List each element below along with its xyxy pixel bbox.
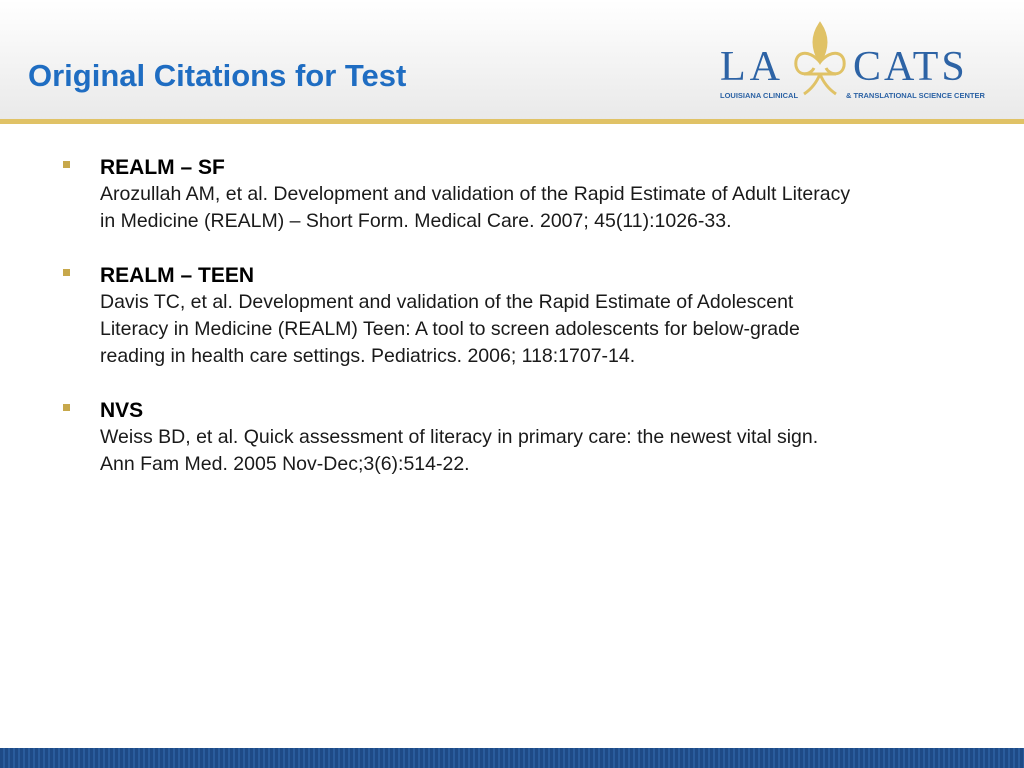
citation-heading: NVS [100,399,144,422]
footer-bar [0,748,1024,768]
citation-line: Davis TC, et al. Development and validation of the Rapid Estimate of Adolescent [100,291,794,313]
citation-list [60,154,990,505]
slide-title: Original Citations for Test [28,58,407,93]
logo-right-text: CATS [853,44,968,90]
logo-tagline-right: & TRANSLATIONAL SCIENCE CENTER [846,91,985,100]
citation-line: Literacy in Medicine (REALM) Teen: A tool to screen adolescents for below-grade [100,318,800,340]
logo-left-text: LA [720,44,784,90]
citation-item-nvs [60,397,990,478]
citation-line: reading in health care settings. Pediatrics. 2006; 118:1707-14. [100,345,636,367]
citation-line: Weiss BD, et al. Quick assessment of literacy in primary care: the newest vital sign. [100,426,819,448]
citation-line: Arozullah AM, et al. Development and validation of the Rapid Estimate of Adult Literacy [100,183,851,205]
square-bullet-icon [63,269,70,276]
slide-header [0,0,1024,120]
citation-heading: REALM – SF [100,156,225,179]
citation-item-realm-sf [60,154,990,235]
citation-heading: REALM – TEEN [100,264,255,287]
logo-tagline-left: LOUISIANA CLINICAL [720,91,799,100]
logo-graphic [716,18,1000,108]
header-divider [0,119,1024,124]
citation-item-realm-teen [60,262,990,370]
citation-line: Ann Fam Med. 2005 Nov-Dec;3(6):514-22. [100,453,470,475]
fleur-de-lis-icon [796,24,844,94]
la-cats-logo [716,18,1000,108]
square-bullet-icon [63,161,70,168]
citation-line: in Medicine (REALM) – Short Form. Medical Care. 2007; 45(11):1026-33. [100,210,732,232]
square-bullet-icon [63,404,70,411]
